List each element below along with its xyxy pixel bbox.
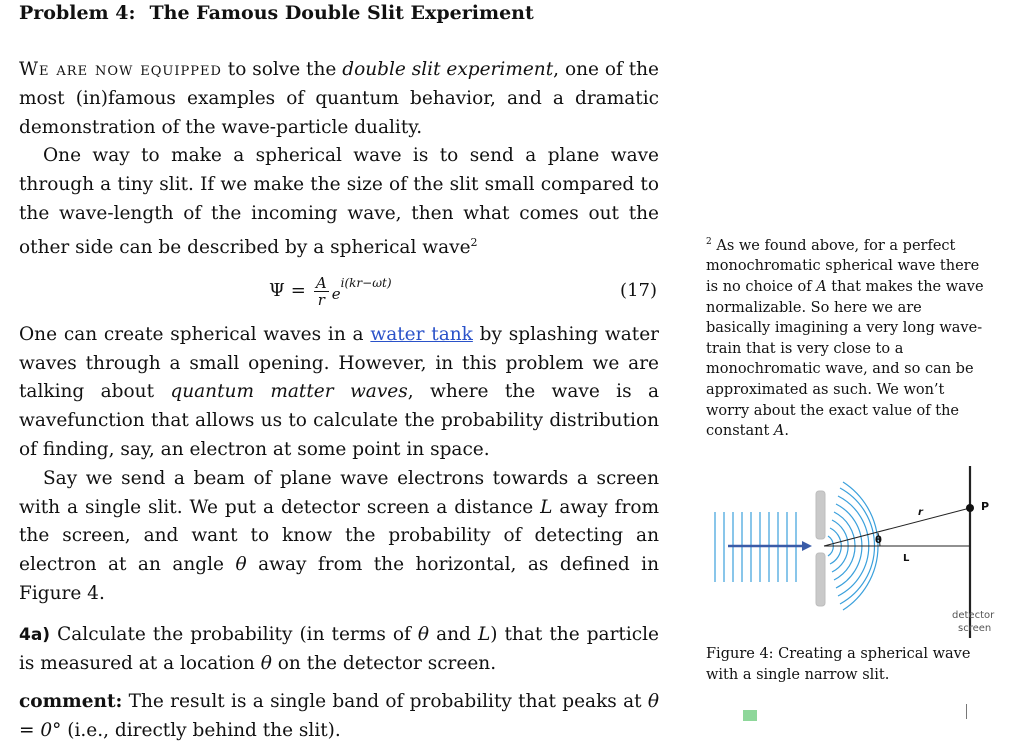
comment-paragraph: comment: The result is a single band of probability that peaks at θ = 0° (i.e., directly behind the slit).	[19, 691, 659, 742]
water-tank-link[interactable]: water tank	[370, 323, 473, 345]
matter-waves-emphasis: quantum matter waves	[170, 381, 408, 403]
equation-fraction	[314, 275, 329, 308]
intro-paragraph: We are now equipped to solve the double slit experiment, one of the most (in)famous examples of quantum behavior, and a dramatic demonstration of the wave-particle duality.	[19, 59, 659, 138]
label-theta: θ	[875, 535, 882, 546]
sidenote: $^2$ As we found above, for a perfect monochromatic spherical wave there is no choice of A that makes the wave normalizable. So here we are basically imagining a very long wave-train that is very close to a monochromatic wave, and so can be approximated as such. We won’t worry about the exact value of the constant A.	[706, 237, 984, 440]
label-p: P	[981, 500, 990, 513]
comment-math: θ = 0°	[19, 691, 659, 742]
part-a-label: 4a)	[19, 624, 51, 645]
problem-label: Problem 4:	[19, 2, 136, 24]
comment-label: comment:	[19, 691, 123, 713]
equation-denominator: r	[317, 291, 325, 310]
problem-heading	[19, 2, 534, 24]
figure-4-caption: Figure 4: Creating a spherical wave with a single narrow slit.	[706, 646, 971, 683]
spherical-wave-paragraph: One way to make a spherical wave is to send a plane wave through a tiny slit. If we make the size of the slit small compared to the wave-length of the incoming wave, then what comes out the other side can be described by a spherical wave$^2$	[19, 145, 659, 258]
label-l: L	[903, 553, 910, 564]
equation-psi: Ψ	[269, 280, 285, 302]
equation-numerator: A	[315, 274, 327, 293]
equation-number: (17)	[620, 279, 657, 301]
incoming-beam-arrow	[728, 541, 812, 551]
geometry-lines	[824, 508, 970, 546]
detector-label-line2: screen	[958, 623, 992, 634]
equation-exponential: $e^{i(kr-\omega t)}$	[331, 275, 392, 303]
equation-equals: =	[290, 280, 306, 302]
part-a-question: 4a) Calculate the probability (in terms of θ and L) that the particle is measured at a location θ on the detector screen.	[19, 623, 660, 674]
equation-17	[19, 263, 659, 321]
water-tank-paragraph: One can create spherical waves in a water tank by splashing water waves through a small opening. However, in this problem we are talking about quantum matter waves, where the wave is a wavefunction that allows us to calculate the probability distribution of finding, say, an electron at some point in space.	[19, 323, 660, 460]
sidenote-marker: 2	[706, 237, 712, 247]
problem-title: The Famous Double Slit Experiment	[149, 2, 534, 24]
main-text-column	[19, 56, 659, 746]
detector-label-line1: detector	[952, 610, 995, 621]
double-slit-emphasis: double slit experiment	[342, 59, 554, 80]
footnote-marker[interactable]: 2	[470, 235, 478, 249]
text-cursor-bar	[966, 704, 967, 719]
intro-smallcaps: We are now equipped	[19, 59, 222, 80]
label-r: r	[918, 507, 923, 518]
setup-paragraph: Say we send a beam of plane wave electrons towards a screen with a single slit. We put a detector screen a distance L away from the screen, and want to know the probability of detecting an electron at an angle θ away from the horizontal, as defined in Figure 4.	[19, 467, 659, 604]
scroll-marker-green	[743, 710, 757, 721]
slit-barrier	[816, 491, 825, 606]
point-p-marker	[966, 504, 974, 512]
figure-4-diagram	[700, 460, 1010, 640]
equation-exponent: i(kr−ωt)	[340, 275, 392, 290]
